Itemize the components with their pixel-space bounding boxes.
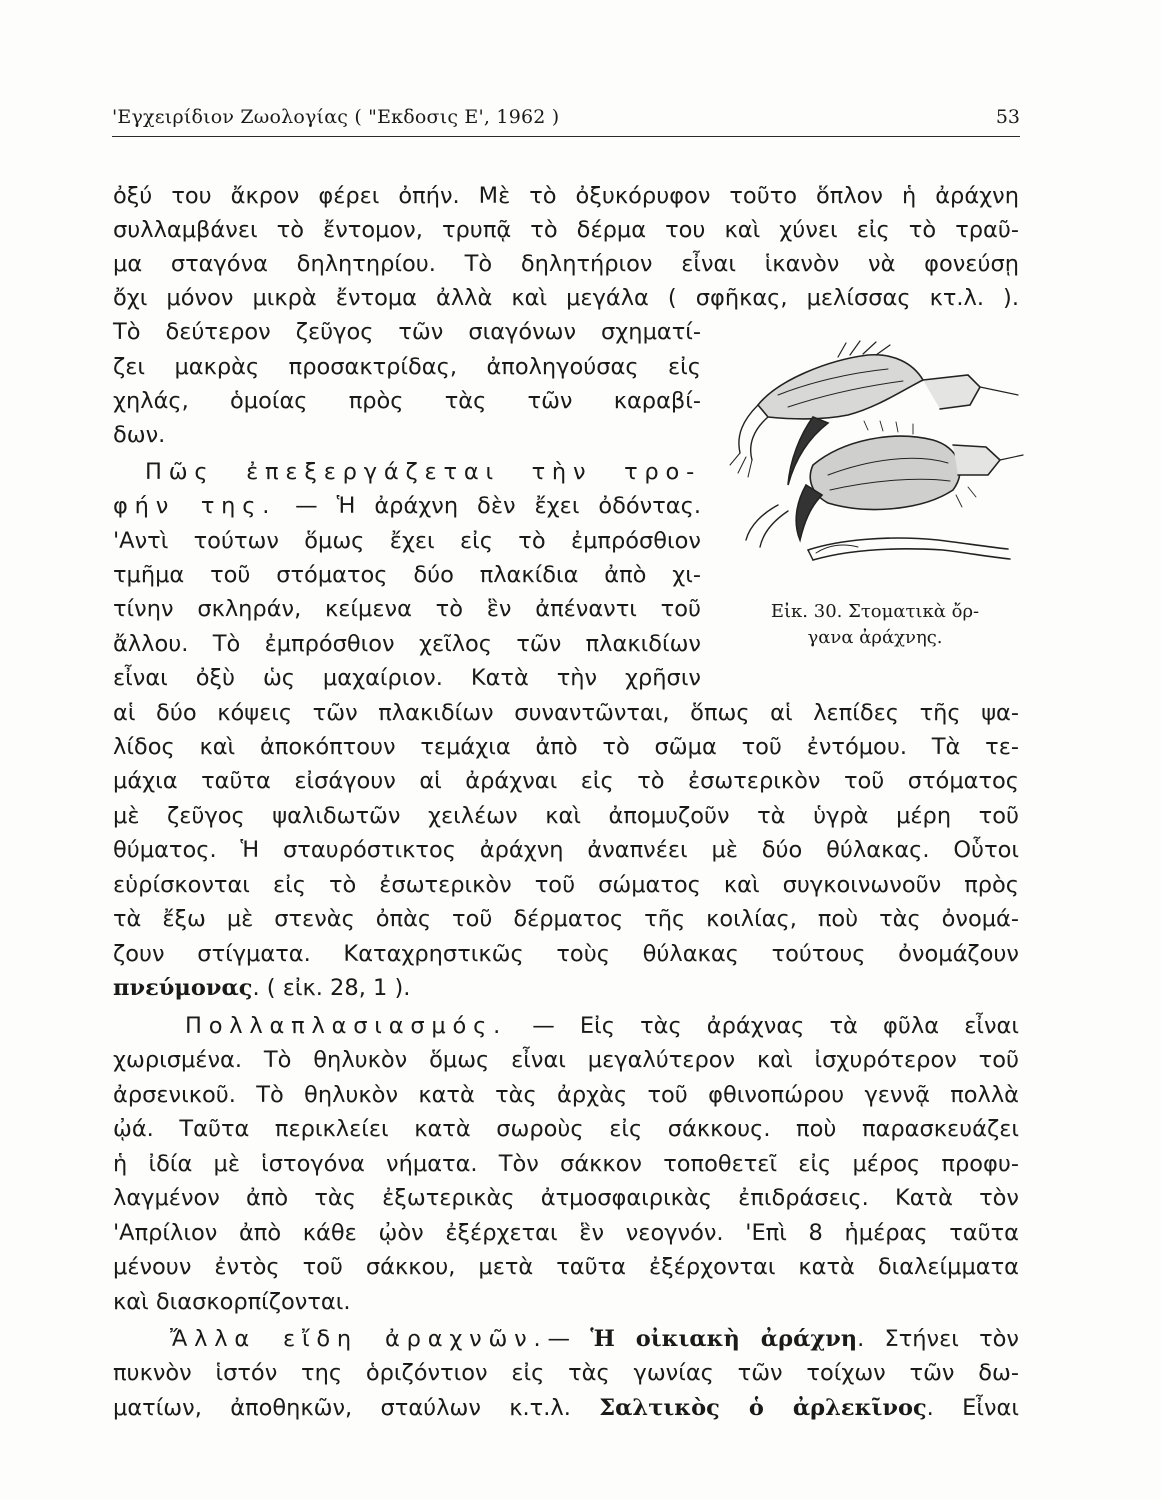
text-line: τμῆμα τοῦ στόματος δύο πλακίδια ἀπὸ χι- [113,562,701,588]
text-line: Τὸ δεύτερον ζεῦγος τῶν σιαγόνων σχηματί- [113,319,701,345]
text-line: χωρισμένα. Τὸ θηλυκὸν ὅμως εἶναι μεγαλύτερον καὶ ἰσχυρότερον τοῦ [113,1047,1019,1073]
text-line: αἱ δύο κόψεις τῶν πλακιδίων συναντῶνται, ὅπως αἱ λεπίδες τῆς ψα- [113,700,1019,726]
text-line: πυκνὸν ἱστόν της ὁριζόντιον εἰς τὰς γωνίας τῶν τοίχων τῶν δω- [113,1360,1019,1386]
text-line: 'Αντὶ τούτων ὅμως ἔχει εἰς τὸ ἐμπρόσθιον [113,528,701,554]
text-line [113,971,1019,1005]
text-line: ᾠά. Ταῦτα περικλείει κατὰ σωροὺς εἰς σάκκους. ποὺ παρασκευάζει [113,1116,1019,1142]
text-line [113,489,701,523]
section-heading-line [170,1322,1019,1356]
text-line: συλλαμβάνει τὸ ἔντομον, τρυπᾷ τὸ δέρμα του καὶ χύνει εἰς τὸ τραῦ- [113,217,1019,243]
text-line: 'Απρίλιον ἀπὸ κάθε ᾠὸν ἐξέρχεται ἓν νεογνόν. 'Επὶ 8 ἡμέρας ταῦτα [113,1220,1019,1246]
bold-term: Ἡ οἰκιακὴ ἀράχνη [590,1326,858,1352]
text-line: θύματος. Ἡ σταυρόστικτος ἀράχνη ἀναπνέει μὲ δύο θύλακας. Οὗτοι [113,837,1019,863]
text-span: ματίων, ἀποθηκῶν, σταύλων κ.τ.λ. [113,1395,571,1421]
section-heading-line [145,455,701,489]
bold-term: πνεύμονας [113,975,253,1001]
text-line: λίδος καὶ ἀποκόπτουν τεμάχια ἀπὸ τὸ σῶμα τοῦ ἐντόμου. Τὰ τε- [113,734,1019,760]
text-line: εὑρίσκονται εἰς τὸ ἐσωτερικὸν τοῦ σώματος καὶ συγκοινωνοῦν πρὸς [113,872,1019,898]
figure-caption-line-2: γανα ἀράχνης. [807,627,943,648]
text-line: χηλάς, ὁμοίας πρὸς τὰς τῶν καραβί- [113,388,701,414]
section-heading-text: Πολλαπλασιασμός. [185,1013,508,1039]
text-line: λαγμένον ἀπὸ τὰς ἐξωτερικὰς ἀτμοσφαιρικὰς ἐπιδράσεις. Κατὰ τὸν [113,1185,1019,1211]
text-line: τὰ ἔξω μὲ στενὰς ὀπὰς τοῦ δέρματος τῆς κοιλίας, ποὺ τὰς ὀνομά- [113,906,1019,932]
text-line: ἄλλου. Τὸ ἐμπρόσθιον χεῖλος τῶν πλακιδίων [113,631,701,657]
text-line: ὀξύ του ἄκρον φέρει ὀπήν. Μὲ τὸ ὀξυκόρυφον τοῦτο ὅπλον ἡ ἀράχνη [113,183,1019,209]
text-line: εἶναι ὀξὺ ὡς μαχαίριον. Κατὰ τὴν χρῆσιν [113,665,701,691]
section-heading-text: φήν της. [113,493,277,519]
text-line: μάχια ταῦτα εἰσάγουν αἱ ἀράχναι εἰς τὸ ἐσωτερικὸν τοῦ στόματος [113,768,1019,794]
text-span: — Ἡ ἀράχνη δὲν ἔχει ὀδόντας. [295,493,701,519]
text-line: ὄχι μόνον μικρὰ ἔντομα ἀλλὰ καὶ μεγάλα ( σφῆκας, μελίσσας κτ.λ. ). [113,285,1019,311]
section-heading-line [185,1009,1019,1043]
running-header [112,100,1020,137]
text-line: ζουν στίγματα. Καταχρηστικῶς τοὺς θύλακας τούτους ὀνομάζουν [113,941,1019,967]
text-span: . ( εἰκ. 28, 1 ). [252,975,411,1001]
text-line: καὶ διασκορπίζονται. [113,1289,351,1315]
text-line: μὲ ζεῦγος ψαλιδωτῶν χειλέων καὶ ἀπομυζοῦν τὰ ὑγρὰ μέρη τοῦ [113,803,1019,829]
text-span: — [547,1326,591,1352]
bold-term: Σαλτικὸς ὁ ἀρλεκῖνος [599,1395,927,1421]
text-line: ἡ ἰδία μὲ ἱστογόνα νήματα. Τὸν σάκκον τοποθετεῖ εἰς μέρος προφυ- [113,1151,1019,1177]
spider-mouthparts-figure [718,335,1028,585]
page-number: 53 [995,106,1020,128]
text-span: . Στήνει τὸν [857,1326,1019,1352]
text-span: — Εἰς τὰς ἀράχνας τὰ φῦλα εἶναι [532,1013,1019,1039]
text-line: ἀρσενικοῦ. Τὸ θηλυκὸν κατὰ τὰς ἀρχὰς τοῦ φθινοπώρου γεννᾷ πολλὰ [113,1082,1019,1108]
text-line: μα σταγόνα δηλητηρίου. Τὸ δηλητήριον εἶναι ἱκανὸν νὰ φονεύσῃ [113,251,1019,277]
text-line: ζει μακρὰς προσακτρίδας, ἀποληγούσας εἰς [113,354,701,380]
header-title: 'Εγχειρίδιον Ζωολογίας ( "Εκδοσις Ε', 1962 ) [112,106,560,128]
text-span: . Εἶναι [926,1395,1019,1421]
figure-caption-line-1: Εἰκ. 30. Στοματικὰ ὄρ- [770,601,980,622]
text-line: δων. [113,422,166,448]
section-heading-text: Πῶς ἐπεξεργάζεται τὴν τρο- [145,459,701,485]
text-line: μένουν ἐντὸς τοῦ σάκκου, μετὰ ταῦτα ἐξέρχονται κατὰ διαλείμματα [113,1254,1019,1280]
section-heading-text: Ἄλλα εἴδη ἀραχνῶν. [170,1326,548,1352]
text-line [113,1391,1019,1425]
text-line: τίνην σκληράν, κείμενα τὸ ἓν ἀπέναντι τοῦ [113,596,701,622]
